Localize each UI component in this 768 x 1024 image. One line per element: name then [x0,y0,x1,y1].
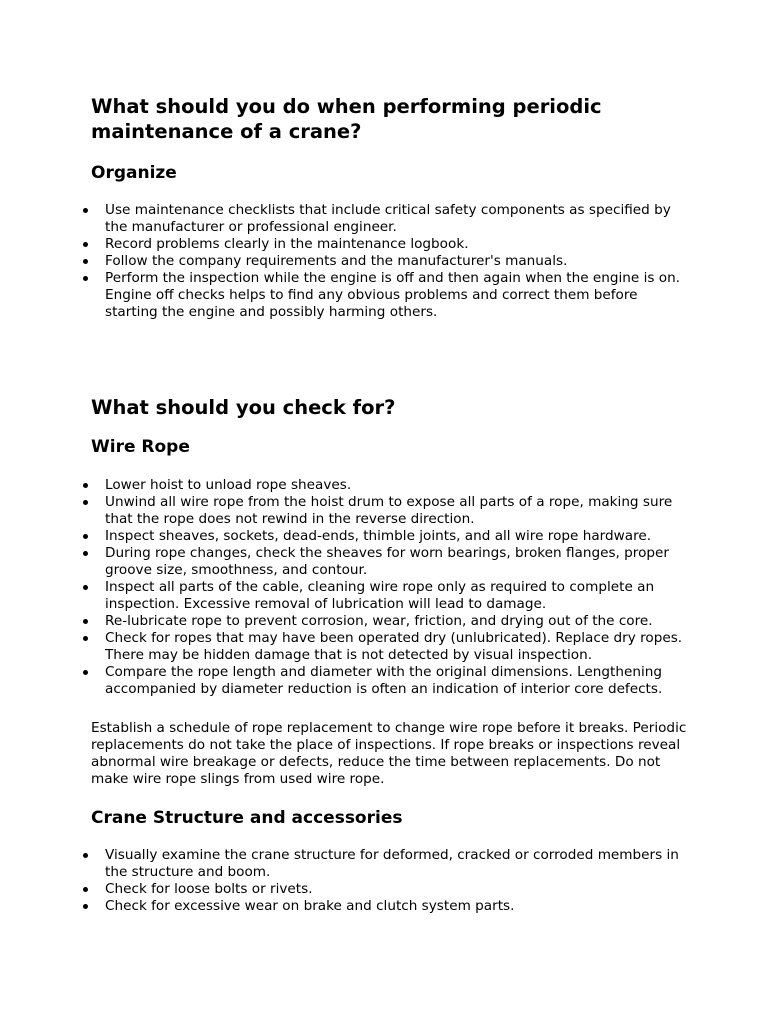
list-item-text: Inspect all parts of the cable, cleaning wire rope only as required to complete an inspection. Excessive removal of lubrication will lead to damage. [105,579,655,612]
wire-rope-heading: Wire Rope [91,437,190,457]
list-item-text: Inspect sheaves, sockets, dead-ends, thimble joints, and all wire rope hardware. [105,528,652,544]
bullet-icon [83,276,88,281]
bullet-icon [83,551,88,556]
bullet-icon [83,242,88,247]
crane-structure-heading: Crane Structure and accessories [91,808,403,828]
list-item [0,270,690,321]
list-item-text: Check for ropes that may have been operated dry (unlubricated). Replace dry ropes. There may be hidden damage that is not detected by visual inspection. [105,630,683,663]
bullet-icon [83,483,88,488]
organize-heading: Organize [91,163,177,183]
list-item [0,545,690,579]
list-item [0,528,690,545]
list-item [0,253,690,270]
list-item [0,494,690,528]
bullet-icon [83,619,88,624]
crane-structure-list [0,847,690,915]
list-item [0,664,690,698]
list-item [0,236,690,253]
list-item [0,881,690,898]
list-item-text: Check for excessive wear on brake and clutch system parts. [105,898,515,914]
bullet-icon [83,500,88,505]
list-item-text: Compare the rope length and diameter with the original dimensions. Lengthening accompanied by diameter reduction is often an indication of interior core defects. [105,664,663,697]
list-item [0,630,690,664]
bullet-icon [83,585,88,590]
list-item-text: Lower hoist to unload rope sheaves. [105,477,352,493]
list-item-text: Check for loose bolts or rivets. [105,881,313,897]
bullet-icon [83,904,88,909]
bullet-icon [83,853,88,858]
list-item-text: During rope changes, check the sheaves for worn bearings, broken flanges, proper groove size, smoothness, and contour. [105,545,669,578]
section-2-title: What should you check for? [91,396,396,419]
list-item [0,202,690,236]
list-item [0,477,690,494]
bullet-icon [83,259,88,264]
list-item-text: Re-lubricate rope to prevent corrosion, wear, friction, and drying out of the core. [105,613,653,629]
list-item-text: Perform the inspection while the engine is off and then again when the engine is on. Engine off checks helps to find any obvious problems and correct them before starting the engine and possibly harming others. [105,270,681,320]
wire-rope-list [0,477,690,698]
bullet-icon [83,208,88,213]
list-item-text: Use maintenance checklists that include critical safety components as specified by the manufacturer or professional engineer. [105,202,671,235]
list-item [0,847,690,881]
rope-replacement-paragraph: Establish a schedule of rope replacement to change wire rope before it breaks. Periodic replacements do not take the place of inspections. If rope breaks or inspections reveal abnormal wire breakage or defects, reduce the time between replacements. Do not make wire rope slings from used wire rope. [91,720,687,787]
list-item-text: Visually examine the crane structure for deformed, cracked or corroded members in the structure and boom. [105,847,679,880]
list-item-text: Follow the company requirements and the manufacturer's manuals. [105,253,568,269]
list-item-text: Record problems clearly in the maintenance logbook. [105,236,469,252]
list-item-text: Unwind all wire rope from the hoist drum to expose all parts of a rope, making sure that the rope does not rewind in the reverse direction. [105,494,673,527]
list-item [0,613,690,630]
section-1-title: What should you do when performing periodic maintenance of a crane? [91,95,602,143]
bullet-icon [83,887,88,892]
bullet-icon [83,534,88,539]
organize-list [0,202,690,321]
list-item [0,898,690,915]
bullet-icon [83,636,88,641]
list-item [0,579,690,613]
bullet-icon [83,670,88,675]
